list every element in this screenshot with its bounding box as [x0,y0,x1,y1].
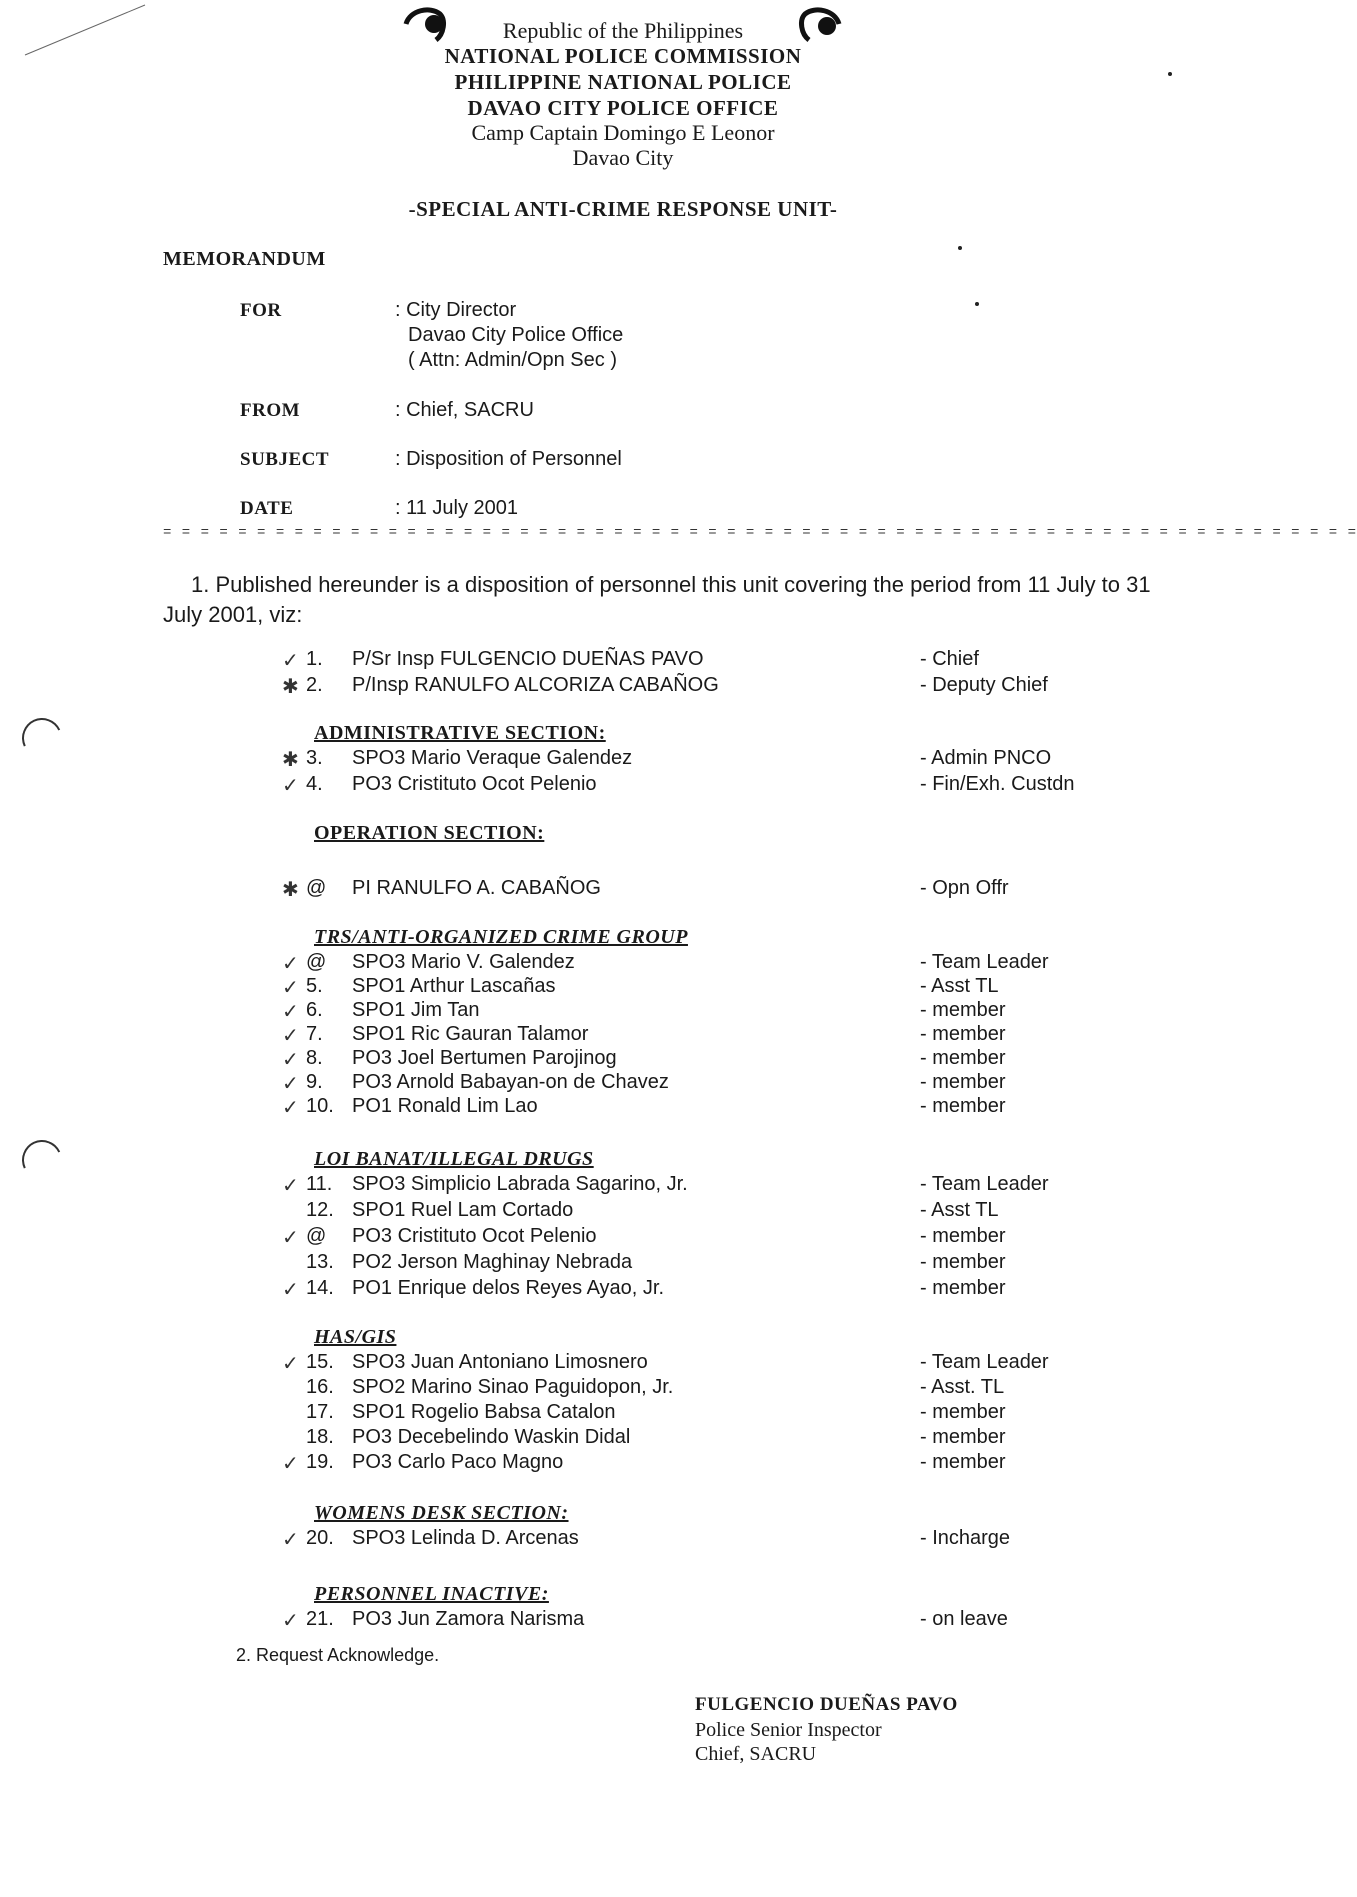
personnel-row [0,1527,1246,1553]
handwritten-check-mark: ✓ [282,648,299,672]
personnel-row [0,1023,1246,1049]
personnel-role: - member [920,1095,1006,1117]
handwritten-check-mark: ✓ [282,1351,299,1375]
personnel-row [0,975,1246,1001]
section-heading-womens: WOMENS DESK SECTION: [314,1502,569,1524]
header-line-4: DAVAO CITY POLICE OFFICE [467,96,779,120]
handwritten-check-mark: ✓ [282,1277,299,1301]
personnel-row [0,1199,1246,1225]
personnel-row [0,674,1246,700]
personnel-row [0,1225,1246,1251]
personnel-number: 12. [306,1199,334,1221]
handwritten-check-mark: ✓ [282,1047,299,1071]
personnel-role: - Opn Offr [920,877,1009,899]
personnel-role: - Team Leader [920,1351,1049,1373]
personnel-name: PI RANULFO A. CABAÑOG [352,877,601,899]
handwritten-check-mark: ✓ [282,951,299,975]
personnel-row [0,1376,1246,1402]
header-divider: = = = = = = = = = = = = = = = = = = = = = = = = = = = = = = = = = = = = = = = = = = = = = = = = = = = = = = = = = = = = = = = = [163,525,1357,541]
personnel-name: PO3 Cristituto Ocot Pelenio [352,1225,597,1247]
personnel-name: P/Insp RANULFO ALCORIZA CABAÑOG [352,674,719,696]
subject-label: SUBJECT [240,449,330,470]
personnel-row [0,747,1246,773]
personnel-number: @ [306,1225,327,1247]
personnel-name: PO3 Joel Bertumen Parojinog [352,1047,617,1069]
personnel-row [0,1173,1246,1199]
personnel-row [0,1351,1246,1377]
personnel-name: P/Sr Insp FULGENCIO DUEÑAS PAVO [352,648,704,670]
personnel-role: - member [920,1277,1006,1299]
personnel-name: SPO3 Juan Antoniano Limosnero [352,1351,648,1373]
header-line-6: Davao City [572,145,674,170]
personnel-number: 21. [306,1608,334,1630]
personnel-role: - member [920,1451,1006,1473]
personnel-number: 4. [306,773,323,795]
date-label: DATE [240,498,294,519]
personnel-row [0,773,1246,799]
unit-title: -SPECIAL ANTI-CRIME RESPONSE UNIT- [408,197,838,221]
handwritten-check-mark: ✓ [282,1071,299,1095]
personnel-number: 17. [306,1401,334,1423]
personnel-name: SPO2 Marino Sinao Paguidopon, Jr. [352,1376,674,1398]
personnel-number: 14. [306,1277,334,1299]
personnel-number: 9. [306,1071,323,1093]
handwritten-check-mark: ✓ [282,1451,299,1475]
personnel-name: SPO3 Simplicio Labrada Sagarino, Jr. [352,1173,688,1195]
date-value: : 11 July 2001 [395,497,519,519]
paragraph-2: 2. Request Acknowledge. [236,1645,440,1665]
handwritten-check-mark: ✓ [282,1023,299,1047]
handwritten-check-mark: ✓ [282,1173,299,1197]
personnel-role: - member [920,1023,1006,1045]
personnel-name: PO2 Jerson Maghinay Nebrada [352,1251,633,1273]
personnel-role: - member [920,1426,1006,1448]
personnel-name: SPO3 Mario Veraque Galendez [352,747,633,769]
personnel-number: @ [306,877,327,899]
for-value-line-1: : City Director [395,299,517,321]
personnel-number: @ [306,951,327,973]
personnel-role: - Asst TL [920,975,999,997]
for-value-line-3: ( Attn: Admin/Opn Sec ) [408,349,617,371]
personnel-name: SPO1 Ric Gauran Talamor [352,1023,589,1045]
personnel-name: SPO3 Mario V. Galendez [352,951,575,973]
personnel-name: PO3 Decebelindo Waskin Didal [352,1426,631,1448]
header-line-5: Camp Captain Domingo E Leonor [471,120,775,145]
handwritten-check-mark: ✱ [282,747,299,771]
personnel-role: - Fin/Exh. Custdn [920,773,1075,795]
personnel-name: SPO1 Rogelio Babsa Catalon [352,1401,616,1423]
handwritten-check-mark: ✓ [282,1527,299,1551]
personnel-name: PO3 Arnold Babayan-on de Chavez [352,1071,669,1093]
personnel-role: - member [920,1071,1006,1093]
personnel-number: 16. [306,1376,334,1398]
personnel-role: - Asst TL [920,1199,999,1221]
personnel-name: PO3 Carlo Paco Magno [352,1451,564,1473]
personnel-role: - Team Leader [920,951,1049,973]
scan-speck [975,302,979,306]
from-value: : Chief, SACRU [395,399,534,421]
section-heading-admin: ADMINISTRATIVE SECTION: [314,722,606,744]
personnel-role: - Admin PNCO [920,747,1052,769]
personnel-number: 11. [306,1173,333,1195]
personnel-number: 8. [306,1047,323,1069]
personnel-role: - member [920,1225,1006,1247]
personnel-row [0,1047,1246,1073]
personnel-number: 3. [306,747,323,769]
personnel-name: SPO1 Arthur Lascañas [352,975,556,997]
personnel-number: 19. [306,1451,334,1473]
header-line-2: NATIONAL POLICE COMMISSION [444,44,802,68]
personnel-name: PO1 Enrique delos Reyes Ayao, Jr. [352,1277,665,1299]
personnel-name: PO3 Jun Zamora Narisma [352,1608,585,1630]
signatory-rank: Police Senior Inspector [695,1719,882,1741]
section-heading-operation: OPERATION SECTION: [314,822,545,844]
personnel-row [0,1426,1246,1452]
paragraph-1: 1. Published hereunder is a disposition of personnel this unit covering the period from 11 July to 31 July 2001, viz: [163,572,1151,627]
personnel-number: 13. [306,1251,334,1273]
personnel-name: PO3 Cristituto Ocot Pelenio [352,773,597,795]
handwritten-check-mark: ✱ [282,877,299,901]
personnel-number: 2. [306,674,323,696]
personnel-number: 5. [306,975,323,997]
personnel-role: - Incharge [920,1527,1011,1549]
memo-title: MEMORANDUM [163,248,326,270]
personnel-row [0,999,1246,1025]
section-heading-loi: LOI BANAT/ILLEGAL DRUGS [314,1148,594,1170]
signatory-position: Chief, SACRU [695,1743,817,1765]
personnel-row [0,951,1246,977]
personnel-row [0,1071,1246,1097]
signatory-name: FULGENCIO DUEÑAS PAVO [695,1694,958,1715]
personnel-row [0,648,1246,674]
personnel-number: 15. [306,1351,334,1373]
handwritten-check-mark: ✓ [282,975,299,999]
personnel-role: - Deputy Chief [920,674,1048,696]
handwritten-check-mark: ✓ [282,1608,299,1632]
personnel-role: - member [920,999,1006,1021]
handwritten-check-mark: ✓ [282,999,299,1023]
handwritten-check-mark: ✓ [282,1225,299,1249]
personnel-row [0,1251,1246,1277]
subject-value: : Disposition of Personnel [395,448,622,470]
personnel-row [0,877,1246,903]
handwritten-check-mark: ✓ [282,773,299,797]
personnel-role: - on leave [920,1608,1008,1630]
personnel-role: - Asst. TL [920,1376,1005,1398]
section-heading-has: HAS/GIS [314,1326,397,1348]
handwritten-check-mark: ✓ [282,1095,299,1119]
section-heading-inactive: PERSONNEL INACTIVE: [314,1583,549,1605]
personnel-row [0,1451,1246,1477]
personnel-row [0,1608,1246,1634]
handwritten-check-mark: ✱ [282,674,299,698]
personnel-number: 1. [306,648,323,670]
personnel-row [0,1401,1246,1427]
personnel-role: - member [920,1401,1006,1423]
from-label: FROM [240,400,301,421]
personnel-row [0,1277,1246,1303]
for-label: FOR [240,300,282,321]
header-line-3: PHILIPPINE NATIONAL POLICE [454,70,792,94]
for-value-line-2: Davao City Police Office [408,324,624,346]
personnel-number: 18. [306,1426,334,1448]
personnel-number: 6. [306,999,323,1021]
personnel-role: - member [920,1251,1006,1273]
personnel-role: - Chief [920,648,979,670]
personnel-role: - member [920,1047,1006,1069]
personnel-number: 7. [306,1023,323,1045]
personnel-name: SPO1 Ruel Lam Cortado [352,1199,574,1221]
section-heading-trs: TRS/ANTI-ORGANIZED CRIME GROUP [314,926,688,948]
header-line-1: Republic of the Philippines [502,18,744,43]
personnel-role: - Team Leader [920,1173,1049,1195]
scan-speck [958,246,962,250]
personnel-name: PO1 Ronald Lim Lao [352,1095,538,1117]
personnel-name: SPO3 Lelinda D. Arcenas [352,1527,579,1549]
personnel-number: 10. [306,1095,334,1117]
personnel-name: SPO1 Jim Tan [352,999,480,1021]
personnel-row [0,1095,1246,1121]
personnel-number: 20. [306,1527,334,1549]
